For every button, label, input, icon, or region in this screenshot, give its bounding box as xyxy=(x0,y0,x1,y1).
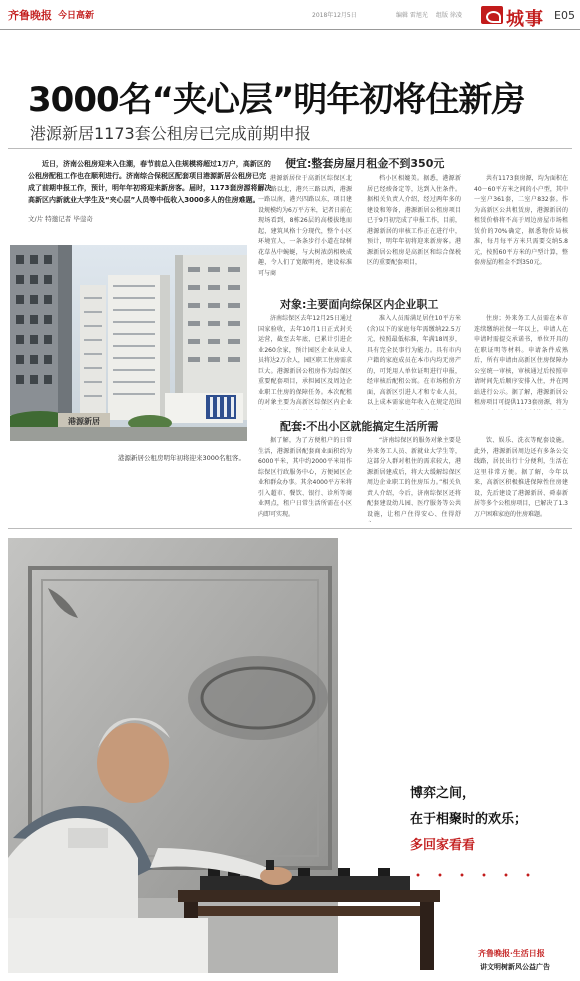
section-title-prefix: 便宜: xyxy=(285,157,312,170)
brand-logo: 齐鲁晚报 xyxy=(8,9,52,22)
photo-sign-text: 港源新居 xyxy=(68,416,100,426)
page-number: E05 xyxy=(554,9,575,22)
text-column: 港源新居位于高新区综保区北路二路以北，港兴三路以西，港源一路以南，港兴四路以东，项目建设规模约为6万平方米，记者日前在现场看到，8栋26层的高楼拔地而起，建筑风格十分现代，整个小区环境宜人，一条条步行小道在绿树花草丛中蜿蜒，与大树浓荫相映成趣，令人们了宽敞明亮，建设标准可与商 xyxy=(258,175,352,277)
text-column: “济南综保区的服务对象主要是外来务工人员、新就业大学生等，这部分人群对租住的需求较大，港源新居建成后，将大大缓解综保区周边企业职工的住房压力。”相关负责人介绍，今后，济南综保区还将配套建设幼儿园、医疗服务等公共设施，让租户住得安心、住得舒 xyxy=(367,437,461,518)
ad-campaign-label: 讲文明树新风公益广告 xyxy=(480,963,550,971)
section-icon xyxy=(481,6,503,24)
section-title-text: 整套房屋月租金不到350元 xyxy=(311,157,445,170)
text-column: 住房；外来务工人员需在本市连续缴纳社保一年以上，申请人在申请时需提交承诺书，单位开具的在职证明等材料。申请条件成熟后，所有申请由高新区住房保障办公室统一审核，审核通过后按照申请时间先后顺序安排入住，并在网站进行公示。据了解，港源新居公租房项目可提供1173套房源，将为 xyxy=(474,315,568,406)
ad-dots: ・・・・・・ xyxy=(410,866,543,885)
byline: 文/片 特邀记者 毕蓥奇 xyxy=(28,215,93,223)
text-column: 据了解，为了方便租户的日常生活，港源新居配套商业面积约为6000平米，其中约2000平米用作综保区行政服务中心，方便园区企业和群众办事。其余4000平方米将引入超市、餐饮、银行、诊所等商业网点，租户日常生活所需在小区内即可实现。 xyxy=(258,437,352,518)
text-column: 档小区相媲美。据悉，港源新居已经竣备定等，达到入住条件。据相关负责人介绍，经过两年多的建设和筹备，港源新居公租房项目已于9月初完成了申报工作，目前，港源新居的审核工作正在进行中，预计，明年年初将迎来新房客。港源新居公租房是高新区和综合保税区的重要配套项目， xyxy=(367,175,461,266)
divider xyxy=(8,528,572,529)
lead-paragraph: 近日，济南公租房迎来入住潮，春节前总入住规模将超过1万户，高新区的公租房配租工作也在顺利进行。济南综合保税区配套项目港源新居公租房已完成了前期申报工作，预计，明年年初将迎来新房客。届时，1173套房源将解决高新区内新就业大学生及“夹心层”人员等中低收入3000多人的住房难题。 xyxy=(28,160,272,204)
section-title-facilities xyxy=(280,418,438,434)
ad-illustration xyxy=(8,538,572,973)
ad-slogan-line2: 在于相聚时的欢乐； xyxy=(410,812,528,827)
section-title-target xyxy=(280,296,438,312)
section-title-text: 不出小区就能搞定生活所需 xyxy=(306,420,439,433)
text-column: 共有1173套房源，均为面积在40－60平方米之间的小户型，其中一室户361套，二室户832套。作为高新区公共租赁房，港源新居的租赁价格将不高于周边房屋市场租赁价的70%确定，据悉物价局核准，每月每平方米只需要交纳5.8元，按照60平方米的户型计算，整套房屋的租金不到350元。 xyxy=(474,175,568,266)
news-photo xyxy=(10,245,247,441)
masthead xyxy=(0,0,580,30)
headline: 3000名“夹心层”明年初将住新房 xyxy=(28,80,525,120)
photo-caption: 港源新居公租房明年初将迎来3000名租客。 xyxy=(118,454,246,462)
text-column: 准入人员需满足居住10平方米(含)以下的家庭每年需缴纳22.5万元，按照最低标准，年满18周岁，具有完全民事行为能力。具有市内户籍的家庭成员在本市内均无房产的，可凭用人单位证明进行申报，经审核后配租公寓。在市场租价方面，高新区引进人才和专业人员，以上成本需家庭年收入在规定范围 xyxy=(367,315,461,406)
apartment-buildings-illustration xyxy=(10,245,247,441)
section-title-prefix: 对象: xyxy=(280,298,307,311)
text-column: 饮、娱乐、洗衣等配套设施。此外，港源新居周边还有多条公交线路，居民出行十分便利，生活在这里非常方便。据了解，今年以来，高新区积极推进保障性住房建设，先后建设了港源新居、舜泰新居等多个公租房项目，已解决了1.3万户困难家庭的住房难题。 xyxy=(474,437,568,518)
subheadline: 港源新居1173套公租房已完成前期申报 xyxy=(30,124,311,143)
column-name: 今日高新 xyxy=(58,11,95,21)
section-title-prefix: 配套: xyxy=(280,420,307,433)
section-title-text: 主要面向综保区内企业职工 xyxy=(306,298,439,311)
divider xyxy=(8,148,572,149)
text-column: 济南综保区去年12月25日通过国家验收，去年10月1日正式封关运营，截至去年底，已累计引进企业260余家，预计园区企业从业人员将达2万余人，园区职工住房需求巨大。港源新居公租房作为综保区重要配套项目，承担园区及周边企业职工住房的保障任务。本次配租的对象主要为高新区综保区内企业 xyxy=(258,315,352,406)
issue-date: 2018年12月5日 xyxy=(312,12,357,19)
section-name: 城事 xyxy=(506,9,544,30)
ad-slogan-line1: 博弈之间， xyxy=(410,786,476,801)
ad-slogan-line3: 多回家看看 xyxy=(410,838,476,853)
section-title-cheap xyxy=(285,155,444,171)
ad-brand-logo: 齐鲁晚报·生活日报 xyxy=(478,948,545,958)
public-service-ad xyxy=(8,538,572,973)
layout-credit: 组版 徐凌 xyxy=(436,12,462,19)
editor-credit: 编辑 雷旭光 xyxy=(396,12,428,19)
